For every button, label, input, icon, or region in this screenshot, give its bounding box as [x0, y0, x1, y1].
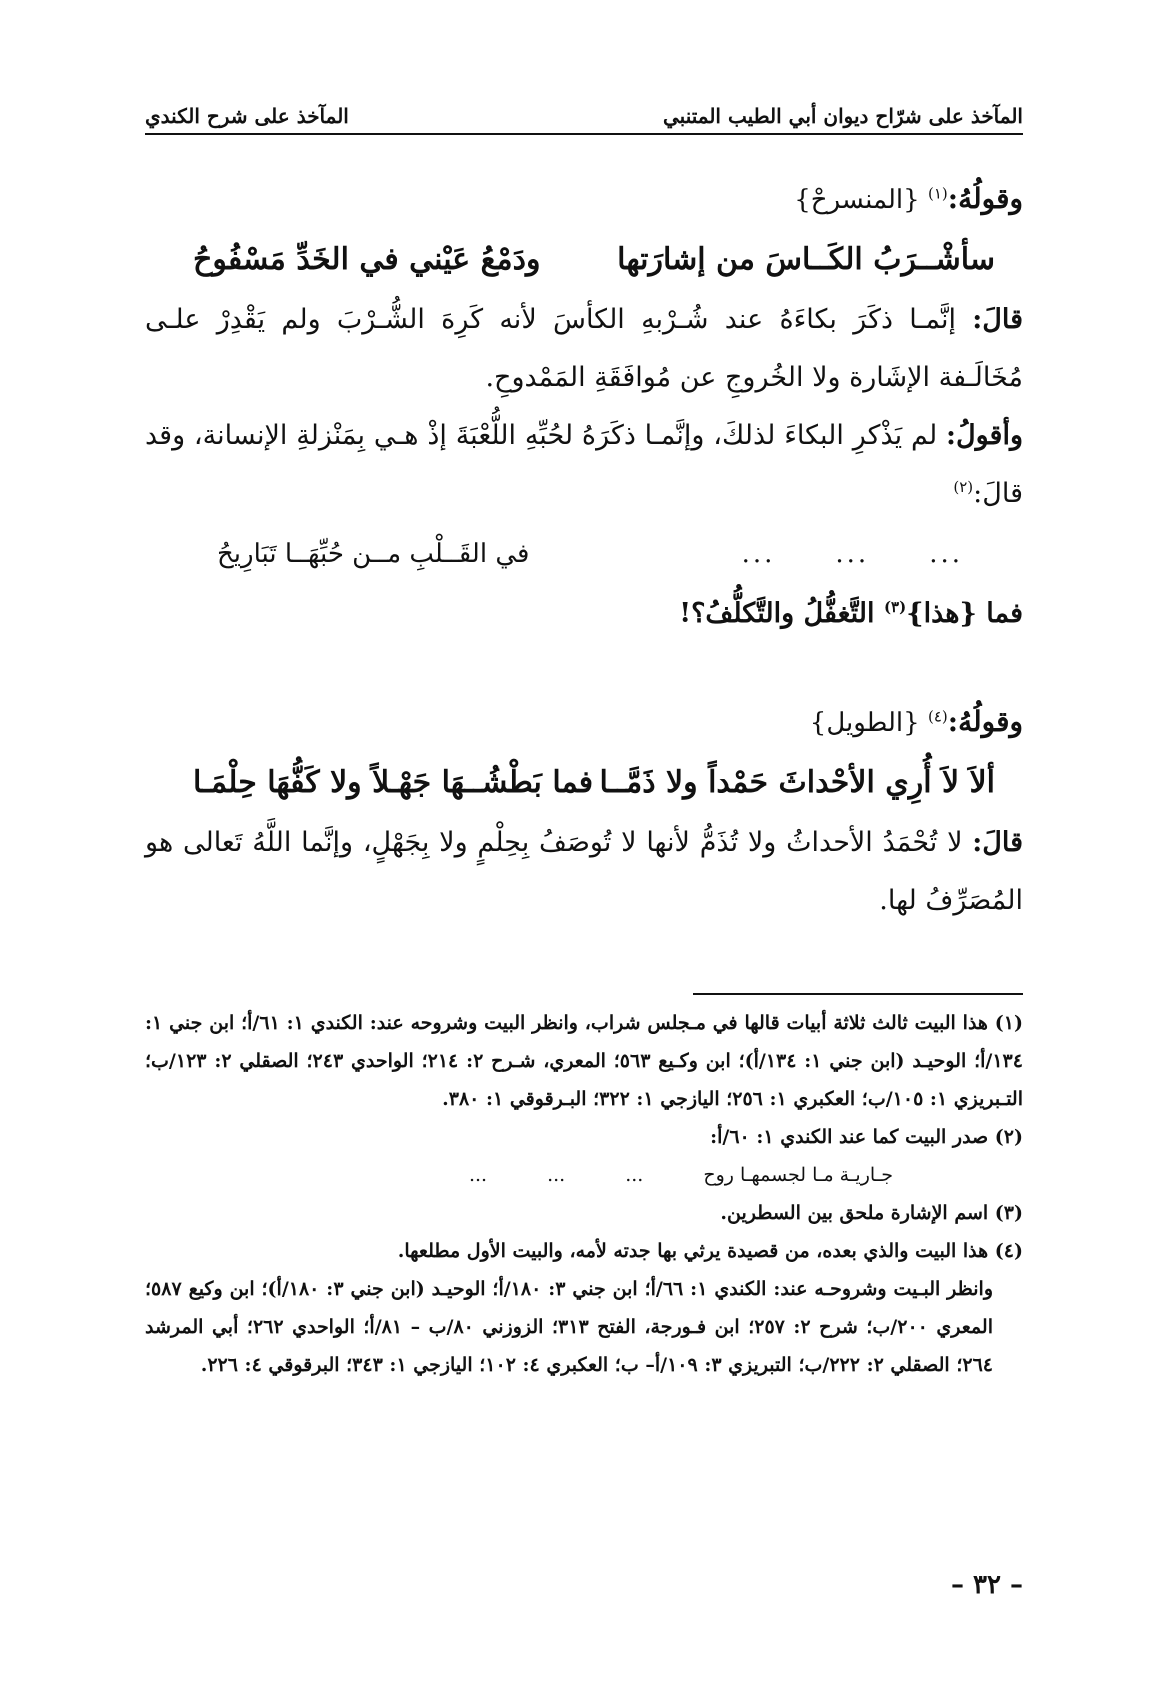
footnote-3: (٣) اسم الإشارة ملحق بين السطرين.	[720, 1202, 1023, 1224]
footnote-2: (٢) صدر البيت كما عند الكندي ١: ٦٠/أ:	[710, 1126, 1023, 1148]
entry1-intro	[145, 170, 1023, 229]
footnotes	[145, 1004, 1023, 1384]
header-chapter-title: المآخذ على شرح الكندي	[145, 104, 349, 128]
footnote-ref-1[interactable]: (١)	[927, 184, 948, 203]
entry1-verse-second-hemistich: ودَمْعُ عَيْني في الخَدِّ مَسْفُوحُ	[193, 242, 541, 277]
entry2-intro	[145, 693, 1023, 752]
section-gap	[145, 643, 1023, 693]
entry1-verse-first-hemistich: سأشْــرَبُ الكَــاسَ من إشارَتها	[617, 242, 995, 277]
entry1-qala-keyword: قالَ:	[972, 304, 1023, 335]
entry1-quoted-hemistich: في القَــلْبِ مــن حُبِّهَــا تَبَارِيحُ	[217, 539, 530, 569]
ellipsis: ...	[741, 539, 776, 569]
entry1-qala	[145, 291, 1023, 407]
footnote-1: (١) هذا البيت ثالث ثلاثة أبيات قالها في مـجلس شراب، وانظر البيت وشروحه عند: الكندي ١: ٦١/أ؛ ابن جني ١: ١٣٤/أ؛ الوحيـد (ابن جني ١: ١٣٤/أ)؛ ابن وكـيع ٥٦٣؛ المعري، شـرح ٢: ٢١٤؛ الواحدي ٢٤٣؛ الصقلي ٢: ١٢٣/ب؛ التـبريزي ١: ١٠٥/ب؛ العكبري ١: ٢٥٦؛ اليازجي ١: ٣٢٢؛ البـرقوقي ١: ٣٨٠.	[145, 1012, 1023, 1110]
running-header	[145, 88, 1023, 128]
footnote-ref-4[interactable]: (٤)	[927, 707, 948, 726]
entry1-closing-pre: فما {هذا}	[906, 598, 1023, 629]
entry1-closing-post: التَّغفُّلُ والتَّكلُّفُ؟!	[679, 598, 884, 629]
entry1-intro-keyword: وقولُهُ:	[947, 182, 1023, 215]
footnote-2-verse-text: جـاريـة مـا لجسمهـا روح	[703, 1164, 893, 1186]
footnote-4: (٤) هذا البيت والذي بعده، من قصيدة يرثي بها جدته لأمه، والبيت الأول مطلعها.	[397, 1240, 1023, 1262]
elided-hemistich	[742, 525, 963, 583]
header-rule	[145, 133, 1023, 135]
entry1-quoted-verse	[145, 523, 1023, 585]
main-text	[145, 170, 1023, 930]
entry2-intro-keyword: وقولُهُ:	[947, 705, 1023, 738]
footnote-4-continuation: وانظر البـيت وشروحـه عند: الكندي ١: ٦٦/أ؛ ابن جني ٣: ١٨٠/أ؛ الوحيـد (ابن جني ٣: ١٨٠/أ)؛ ابن وكيع ٥٨٧؛ المعري ٢٠٠/ب؛ شرح ٢: ٢٥٧؛ ابن فـورجة، الفتح ٣١٣؛ الزوزني ٨٠/ب – ٨١/أ؛ الواحدي ٢٦٢؛ أبي المرشد ٢٦٤؛ الصقلي ٢: ٢٢٢/ب؛ التبريزي ٣: ١٠٩/أ– ب؛ العكبري ٤: ١٠٢؛ اليازجي ١: ٣٤٣؛ البرقوقي ٤: ٢٢٦.	[145, 1278, 993, 1376]
entry2-qala-text: لا تُحْمَدُ الأحداثُ ولا تُذَمُّ لأنها لا تُوصَفُ بِحِلْمٍ ولا بِجَهْلٍ، وإنَّما اللَّهُ تَعالى هو المُصَرِّفُ لها.	[145, 827, 1023, 916]
entry1-qala-text: إنَّمـا ذكَرَ بكاءَهُ عند شُـرْبهِ الكأسَ لأنه كَرِهَ الشُّـرْبَ ولم يَقْدِرْ علـى مُخَالَـفة الإشَارة ولا الخُروجِ عن مُوافَقَةِ المَمْدوحِ.	[145, 304, 1023, 393]
ellipsis: ...	[929, 539, 963, 569]
entry2-verse-first-hemistich: ألاَ لاَ أُرِي الأحْداثَ حَمْداً ولا ذَمَّــا	[599, 765, 995, 800]
entry2-qala-keyword: قالَ:	[972, 827, 1023, 858]
ellipsis: ...	[468, 1164, 488, 1186]
entry1-aqul-text: لم يَذْكرِ البكاءَ لذلكَ، وإنَّمـا ذكَرَهُ لحُبِّهِ اللُّعْبَةَ إذْ هـي بِمَنْزلةِ الإنسانة، وقد قالَ:	[145, 420, 1023, 509]
page-number: – ٣٢ –	[950, 1570, 1023, 1600]
entry2-verse	[145, 752, 1023, 814]
entry1-aqul	[145, 407, 1023, 523]
footnote-ref-3[interactable]: (٣)	[883, 598, 907, 616]
ellipsis: ...	[835, 539, 870, 569]
entry2-verse-second-hemistich: فما بَطْشُــهَا جَهْـلاً ولا كَفُّهَا حِلْمَـا	[193, 765, 594, 800]
entry1-aqul-keyword: وأقولُ:	[946, 420, 1023, 451]
footnote-rule	[693, 993, 1023, 995]
footnote-2-verse	[145, 1156, 1023, 1194]
entry2-meter: {الطويل}	[809, 708, 920, 738]
footnote-ref-2[interactable]: (٢)	[953, 478, 974, 496]
entry2-qala	[145, 814, 1023, 930]
entry1-closing	[145, 585, 1023, 643]
header-book-title: المآخذ على شرّاح ديوان أبي الطيب المتنبي	[663, 104, 1023, 128]
entry1-meter: {المنسرحْ}	[794, 185, 920, 215]
ellipsis: ...	[625, 1164, 644, 1186]
ellipsis: ...	[547, 1164, 566, 1186]
entry1-verse	[145, 229, 1023, 291]
